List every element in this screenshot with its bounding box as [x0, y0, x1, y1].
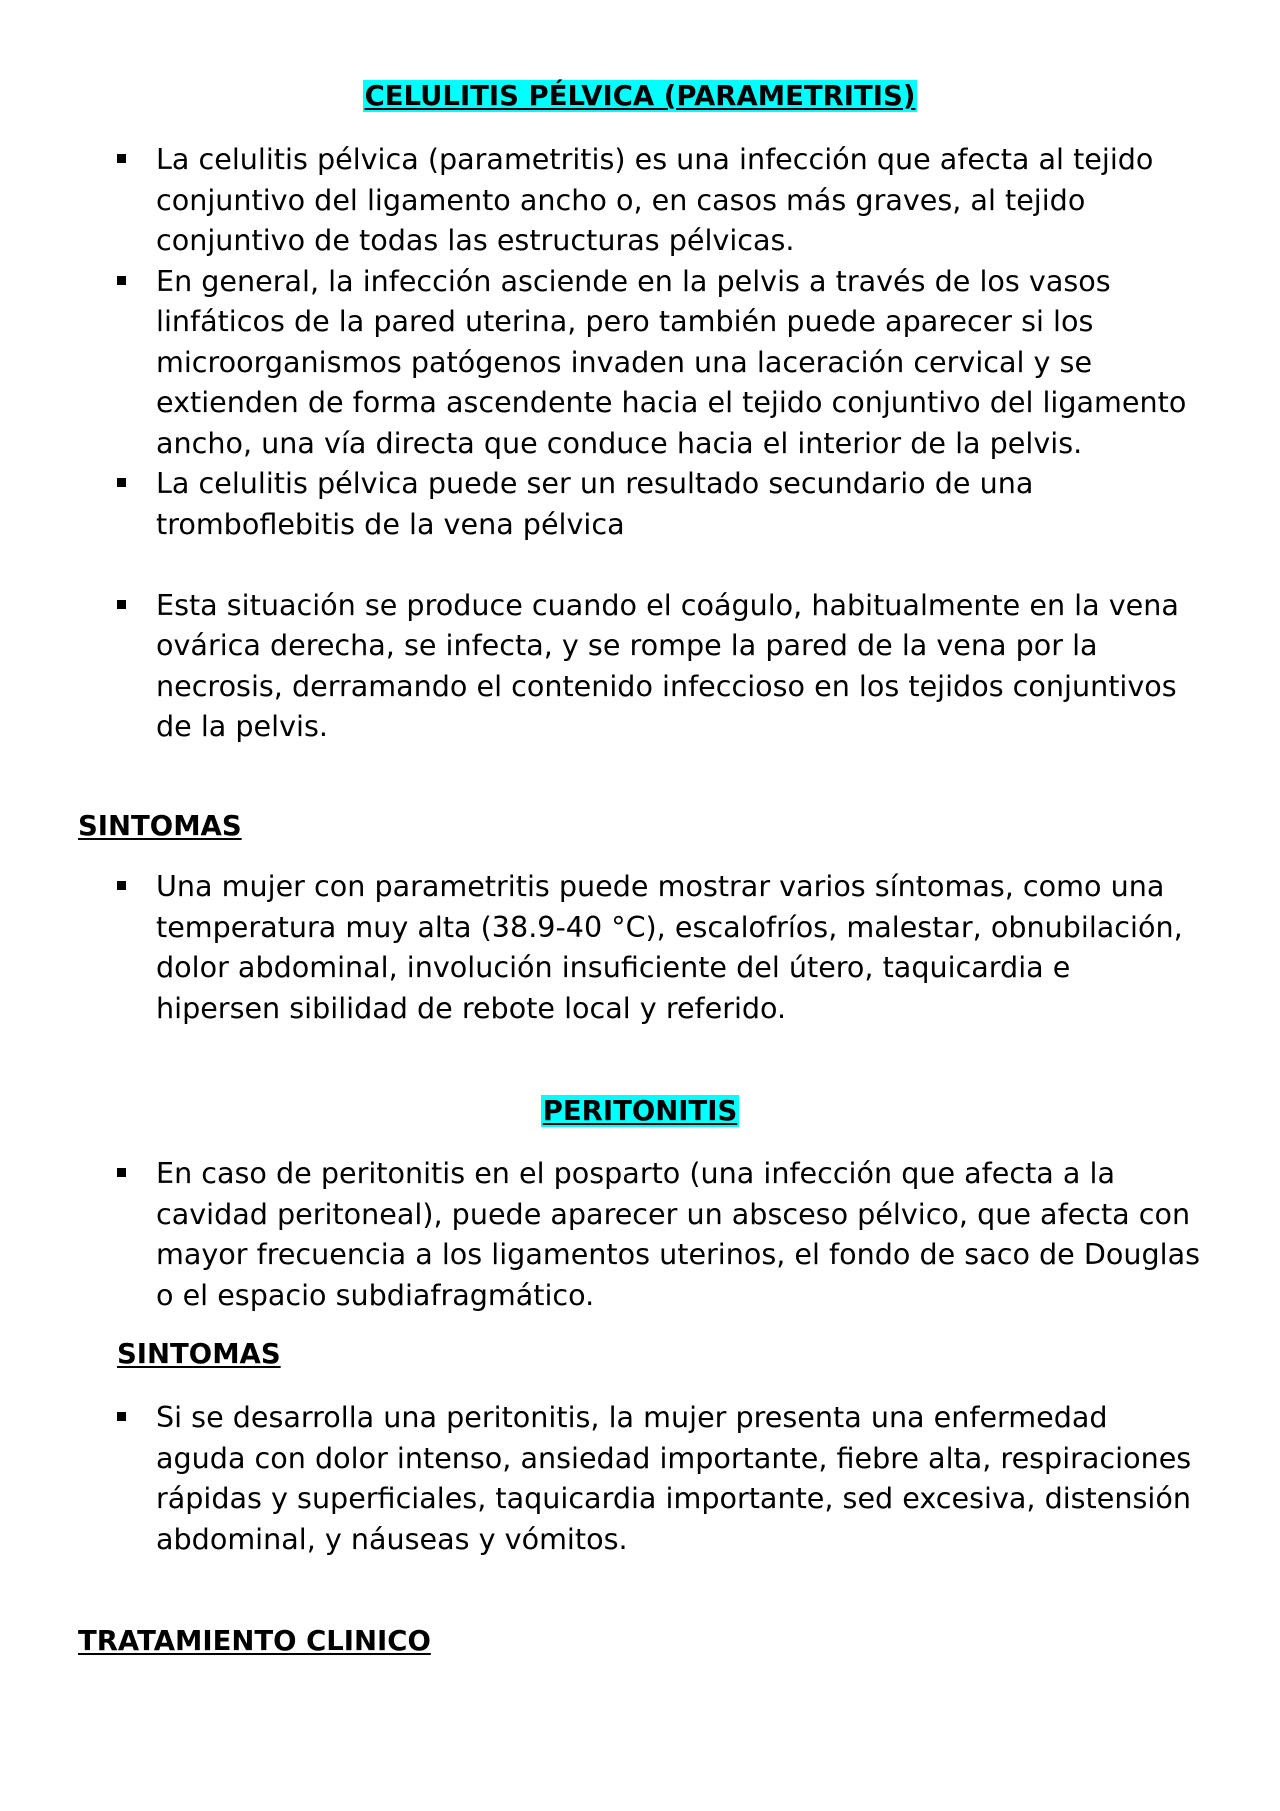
- section-title-peritonitis-text: PERITONITIS: [542, 1095, 738, 1127]
- list-item: [0, 139, 1200, 261]
- symptoms-heading-1: SINTOMAS: [78, 810, 242, 842]
- list-item: [0, 866, 1200, 1028]
- list-item-text: En general, la infección asciende en la pelvis a través de los vasos linfáticos de la pared uterina, pero también puede aparecer si los microorganismos patógenos invaden una laceración cervical y se extienden de forma ascendente hacia el tejido conjuntivo del ligamento ancho, una vía directa que conduce hacia el interior de la pelvis.: [156, 263, 1187, 460]
- list-item: [0, 1153, 1200, 1315]
- square-bullet-icon: [117, 276, 126, 285]
- symptoms-bullet-list-1: [0, 866, 1200, 1028]
- list-item-text: La celulitis pélvica puede ser un resultado secundario de una tromboflebitis de la vena pélvica: [156, 466, 1034, 541]
- square-bullet-icon: [117, 1168, 126, 1177]
- list-item-text: Si se desarrolla una peritonitis, la mujer presenta una enfermedad aguda con dolor intenso, ansiedad importante, fiebre alta, respiraciones rápidas y superficiales, taquicardia importante, sed excesiva, distensión abdominal, y náuseas y vómitos.: [156, 1400, 1192, 1556]
- list-item: [0, 585, 1200, 747]
- square-bullet-icon: [117, 881, 126, 890]
- symptoms-heading-2: SINTOMAS: [117, 1338, 281, 1370]
- list-item-text: Una mujer con parametritis puede mostrar varios síntomas, como una temperatura muy alta (38.9-40 °C), escalofríos, malestar, obnubilación, dolor abdominal, involución insuficiente del útero, taquicardia e hipersen sibilidad de rebote local y referido.: [156, 869, 1183, 1025]
- list-item-text: En caso de peritonitis en el posparto (una infección que afecta a la cavidad peritoneal), puede aparecer un absceso pélvico, que afecta con mayor frecuencia a los ligamentos uterinos, el fondo de saco de Douglas o el espacio subdiafragmático.: [156, 1156, 1201, 1312]
- list-item: [0, 261, 1200, 464]
- list-item: [0, 1397, 1200, 1559]
- square-bullet-icon: [117, 478, 126, 487]
- square-bullet-icon: [117, 1412, 126, 1421]
- list-item-text: La celulitis pélvica (parametritis) es una infección que afecta al tejido conjuntivo del ligamento ancho o, en casos más graves, al tejido conjuntivo de todas las estructuras pélvicas.: [156, 142, 1154, 257]
- list-item: [0, 463, 1200, 544]
- peritonitis-bullet-list: [0, 1153, 1200, 1315]
- section-title-peritonitis: [0, 1093, 1280, 1129]
- list-item-text: Esta situación se produce cuando el coágulo, habitualmente en la vena ovárica derecha, se infecta, y se rompe la pared de la vena por la necrosis, derramando el contenido infeccioso en los tejidos conjuntivos de la pelvis.: [156, 587, 1179, 743]
- treatment-heading: TRATAMIENTO CLINICO: [78, 1625, 431, 1657]
- celulitis-bullet-list: [0, 139, 1200, 747]
- square-bullet-icon: [117, 154, 126, 163]
- section-title-celulitis-text: CELULITIS PÉLVICA (PARAMETRITIS): [364, 80, 916, 112]
- section-title-celulitis: [0, 78, 1280, 114]
- symptoms-bullet-list-2: [0, 1397, 1200, 1559]
- square-bullet-icon: [117, 600, 126, 609]
